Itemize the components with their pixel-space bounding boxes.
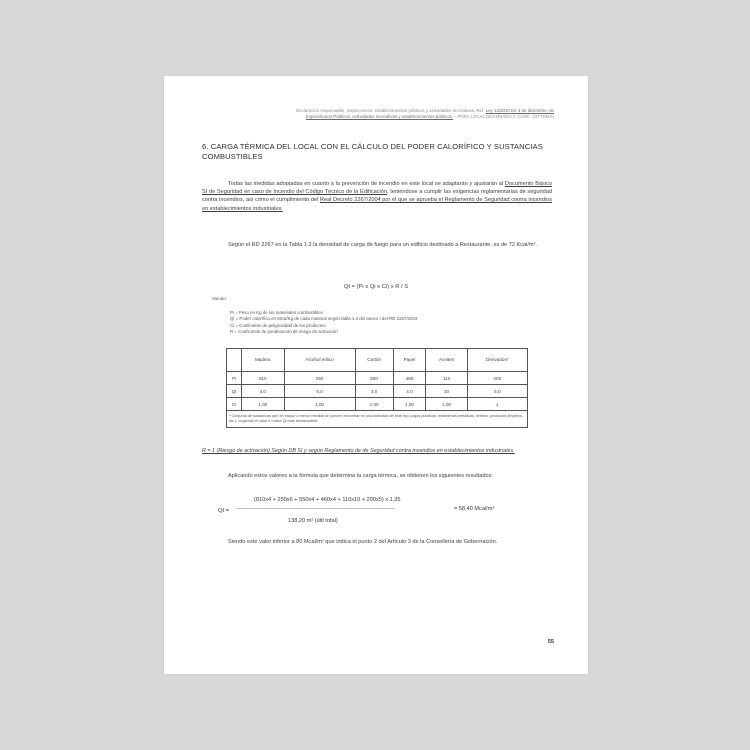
db-si-reference: Documento Básico SI de Seguridad en caso de Incendio del Código Técnico de la Edificación bbox=[202, 181, 552, 196]
table-cell: 1,00 bbox=[242, 398, 285, 411]
calc-fraction-line: -------------------------------------------------------------------------------------------------------- bbox=[236, 506, 395, 512]
legend-item: Pi = Peso en Kg de los materiales combustibles bbox=[230, 310, 323, 315]
paragraph-conclusion: Siendo este valor inferior a 80 Mcal/m² que indica el punto 2 del Artículo 3 de la Consellería de Gobernación. bbox=[228, 539, 498, 545]
table-cell: 550 bbox=[355, 372, 393, 385]
table-row bbox=[227, 385, 528, 398]
table-header-cell: Derivados* bbox=[467, 349, 527, 372]
table-cell: Qi bbox=[227, 385, 242, 398]
table-cell: 4,0 bbox=[242, 385, 285, 398]
table-header-cell: Papel bbox=[393, 349, 426, 372]
table-header-cell: Alcohol etílico bbox=[284, 349, 355, 372]
calc-numerator: (810x4 + 250x6 + 550x4 + 460x4 + 110x10 + 200x5) x 1,35 bbox=[254, 497, 401, 503]
table-cell: 1,00 bbox=[426, 398, 467, 411]
paragraph-regulations bbox=[202, 180, 552, 213]
table-cell: 4,0 bbox=[355, 385, 393, 398]
materials-table bbox=[226, 348, 528, 428]
running-header bbox=[202, 108, 554, 120]
table-cell: 200 bbox=[467, 372, 527, 385]
table-cell: 6,0 bbox=[284, 385, 355, 398]
table-header-cell: Madera bbox=[242, 349, 285, 372]
document-page bbox=[164, 76, 588, 674]
legend-item: Qi = Poder calorífico en Mcal/Kg de cada material según tabla 1.4 del anexo I del RD 2267/2004 bbox=[230, 316, 418, 322]
table-cell: Pi bbox=[227, 372, 242, 385]
table-note-row bbox=[227, 411, 528, 428]
table-cell: 10 bbox=[426, 385, 467, 398]
header-text-2: – PARA LOCAL DESTINADO A 'CAFE'. (OTTOMA) bbox=[454, 114, 554, 119]
siendo-label: Siendo: bbox=[212, 296, 227, 301]
activation-risk-note: R = 1 (Riesgo de activación) Según DB SI y según Reglamento de de Seguridad contra incendios en establecimientos industriales. bbox=[202, 448, 515, 454]
table-cell: 4,0 bbox=[393, 385, 426, 398]
table-cell: 460 bbox=[393, 372, 426, 385]
calc-result: = 58,40 Mcal/m² bbox=[454, 506, 495, 512]
text: Todas las medidas adoptadas en cuanto a la prevención de incendio en este local se adaptarán y ajustarán al bbox=[228, 181, 505, 187]
table-cell: 1,00 bbox=[393, 398, 426, 411]
table-header-cell: Aceites bbox=[426, 349, 467, 372]
table-row bbox=[227, 398, 528, 411]
legend-item: R = Coeficiente de ponderación de riesgo de activación bbox=[230, 329, 338, 335]
table-footnote: * Conjunto de sustancias que en mayor o menor medida se pueden encontrar en una actividad de este tipo (cajas plásticas, estanterías metálicas, textiles, productos limpieza, etc.), cogiendo el valor e índice Qi más desfavorable. bbox=[227, 411, 528, 428]
table-header-cell: Cartón bbox=[355, 349, 393, 372]
rd-2267-reference: Real Decreto 2267/2004 por el que se aprueba el Reglamento de Seguridad contra incendios en establecimientos industriales. bbox=[202, 197, 552, 212]
calc-label: Qt = bbox=[218, 508, 230, 514]
table-row bbox=[227, 372, 528, 385]
table-cell: 110 bbox=[426, 372, 467, 385]
table-cell: 810 bbox=[242, 372, 285, 385]
paragraph-apply: Aplicando estos valores a la fórmula que determina la carga térmica, se obtienen los siguientes resultados: bbox=[228, 473, 493, 479]
text: , teniéndose a cumplir las exigencias reglamentarias de seguridad contra incendios, así como el cumplimiento del bbox=[202, 189, 552, 204]
formula-legend bbox=[230, 310, 530, 336]
paragraph-density: Según el RD 2267 en la Tabla 1.2 la densidad de carga de fuego para un edificio destinado a Restaurante, es de 72 Kcal/m². bbox=[228, 242, 538, 248]
table-cell: 5,0 bbox=[467, 385, 527, 398]
table-header-cell bbox=[227, 349, 242, 372]
table-cell: 1,00 bbox=[284, 398, 355, 411]
header-law-link[interactable]: Ley 14/2010 De 3 de diciembre, de bbox=[485, 108, 554, 113]
section-title: 6. CARGA TÉRMICA DEL LOCAL CON EL CÁLCULO DEL PODER CALORÍFICO Y SUSTANCIAS COMBUSTIBLES bbox=[202, 142, 543, 161]
header-law-link-2[interactable]: Espectáculos Públicos, Actividades recreativas y establecimientos públicos. bbox=[305, 114, 454, 119]
header-text: Declaración responsable, inspecciones, establecimientos públicos y actividades recreativas. Ref. bbox=[296, 108, 485, 113]
legend-item: Ci = Coeficiente de peligrosidad de los productos bbox=[230, 322, 326, 328]
table-cell: 1 bbox=[467, 398, 527, 411]
table-header-row bbox=[227, 349, 528, 372]
table-cell: 1,00 bbox=[355, 398, 393, 411]
table-cell: 250 bbox=[284, 372, 355, 385]
formula-main: Qt = (Pi x Qi x Ci) x R / S bbox=[343, 284, 409, 290]
table-cell: Ci bbox=[227, 398, 242, 411]
page-number: 55 bbox=[547, 639, 554, 645]
calc-denominator: 138,20 m² (útil total) bbox=[288, 518, 338, 524]
